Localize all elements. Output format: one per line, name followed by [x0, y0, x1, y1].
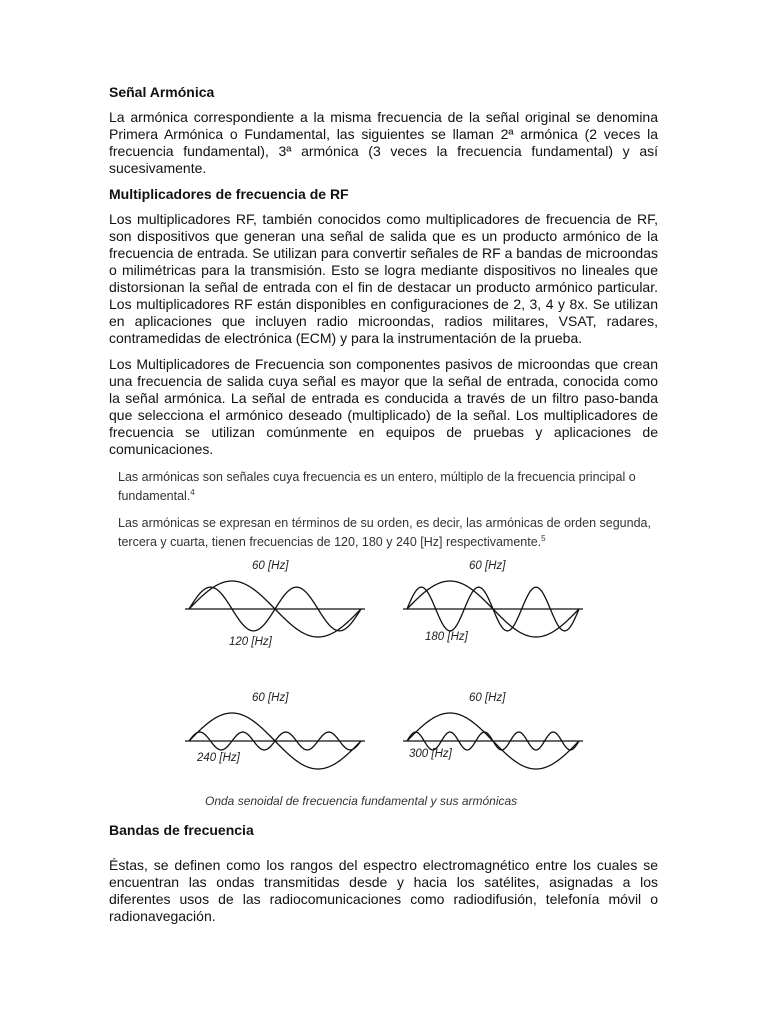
plot3-fundamental-label: 60 [Hz] — [252, 692, 289, 704]
paragraph-bandas: Éstas, se definen como los rangos del espectro electromagnético entre los cuales se encuentran las ondas transmitidas desde y hacia los satélites, asignadas a los diferentes usos de las radiocomunicaciones como radiodifusión, telefonía móvil o radionavegación. — [109, 857, 658, 924]
plot1-harmonic-label: 120 [Hz] — [229, 636, 272, 648]
plot-300hz — [403, 706, 583, 776]
plot1-fundamental-label: 60 [Hz] — [252, 560, 289, 572]
plot-240hz — [185, 706, 365, 776]
figure-text-1: Las armónicas son señales cuya frecuencia es un entero, múltiplo de la frecuencia principal o fundamental.$^4$ — [118, 470, 636, 504]
heading-bandas: Bandas de frecuencia — [109, 822, 254, 838]
heading-multiplicadores: Multiplicadores de frecuencia de RF — [109, 186, 349, 202]
plot3-harmonic-label: 240 [Hz] — [197, 752, 240, 764]
plot2-fundamental-label: 60 [Hz] — [469, 560, 506, 572]
plot4-fundamental-label: 60 [Hz] — [469, 692, 506, 704]
heading-senal-armonica: Señal Armónica — [109, 84, 215, 100]
harmonics-figure — [109, 468, 658, 808]
figure-text-2: Las armónicas se expresan en términos de su orden, es decir, las armónicas de orden segunda, tercera y cuarta, tienen frecuencias de 120, 180 y 240 [Hz] respectivamente.$^5$ — [118, 516, 651, 550]
paragraph-senal-armonica: La armónica correspondiente a la misma frecuencia de la señal original se denomina Primera Armónica o Fundamental, las siguientes se llaman 2ª armónica (2 veces la frecuencia fundamental), 3ª armónica (3 veces la frecuencia fundamental) y así sucesivamente. — [109, 109, 658, 176]
plot2-harmonic-label: 180 [Hz] — [425, 631, 468, 643]
document-page — [109, 84, 658, 934]
plot4-harmonic-label: 300 [Hz] — [409, 748, 452, 760]
figure-caption: Onda senoidal de frecuencia fundamental y sus armónicas — [205, 794, 518, 808]
plot-120hz — [185, 574, 365, 644]
paragraph-multiplicadores-1: Los multiplicadores RF, también conocidos como multiplicadores de frecuencia de RF, son dispositivos que generan una señal de salida que es un producto armónico de la frecuencia de entrada. Se utilizan para convertir señales de RF a bandas de microondas o milimétricas para la transmisión. Esto se logra mediante dispositivos no lineales que distorsionan la señal de entrada con el fin de destacar un producto armónico particular. Los multiplicadores RF están disponibles en configuraciones de 2, 3, 4 y 8x. Se utilizan en aplicaciones que incluyen radio microondas, radios militares, VSAT, radares, contramedidas de electrónica (ECM) y para la instrumentación de la prueba. — [109, 211, 658, 346]
paragraph-multiplicadores-2: Los Multiplicadores de Frecuencia son componentes pasivos de microondas que crean una frecuencia de salida cuya señal es mayor que la señal de entrada, conocida como la señal armónica. La señal de entrada es conducida a través de un filtro paso-banda que selecciona el armónico deseado (multiplicado) de la señal. Los multiplicadores de frecuencia se utilizan comúnmente en equipos de pruebas y aplicaciones de comunicaciones. — [109, 356, 658, 457]
